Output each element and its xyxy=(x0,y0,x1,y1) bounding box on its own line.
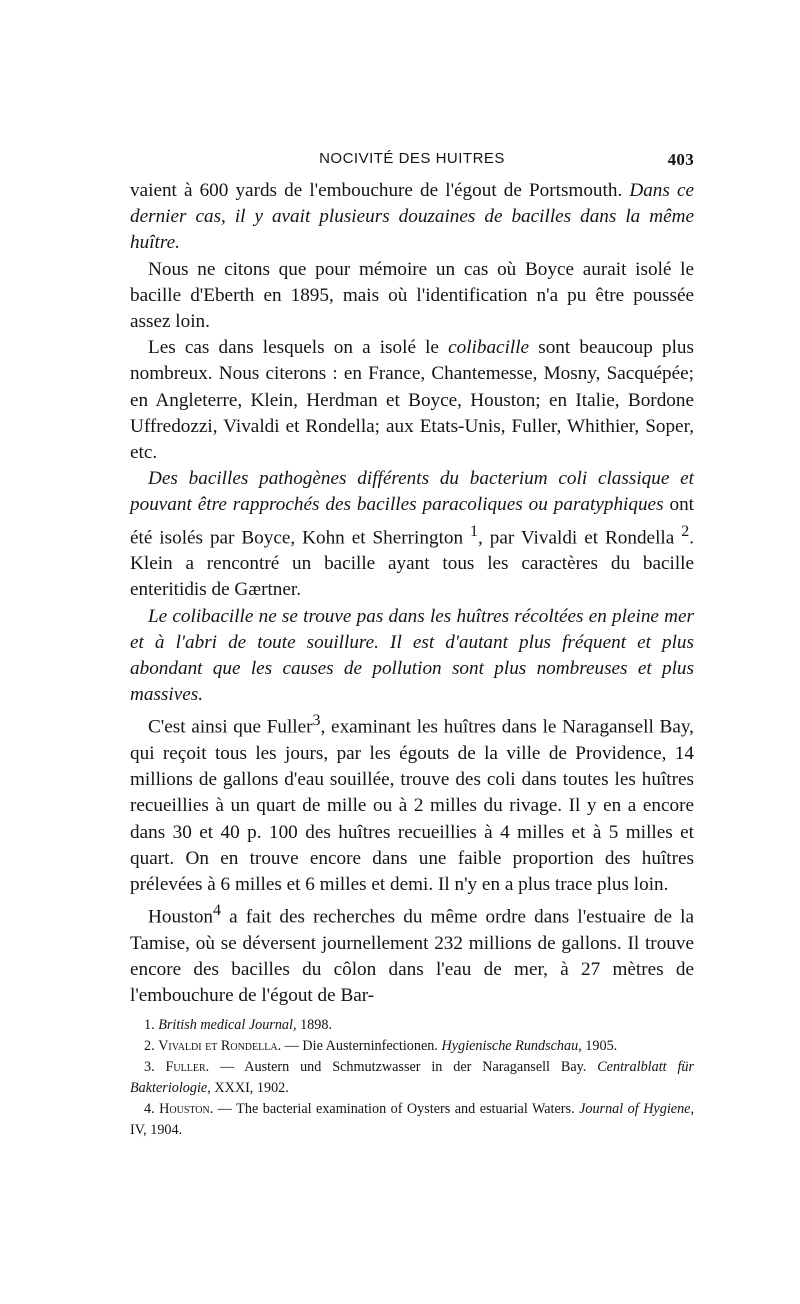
paragraph-4-italic: Des bacilles pathogènes différents du bacterium coli classique et pouvant être rapprochés des bacilles paracoliques ou paratyphiques xyxy=(130,468,694,516)
paragraph-7-text-b: a fait des recherches du même ordre dans l'estuaire de la Tamise, où se déversent journellement 232 millions de gallons. Il trouve encore des bacilles du côlon dans l'eau de mer, à 27 mètres de l'embouchure de l'égout de Bar- xyxy=(130,906,694,1007)
paragraph-7 xyxy=(130,898,694,1009)
footnote-4-title: Journal of Hygiene xyxy=(579,1101,691,1117)
footnote-3-author: Fuller xyxy=(165,1059,206,1075)
footnote-2-number: 2. xyxy=(144,1038,159,1054)
footnote-ref-3: 3 xyxy=(312,712,321,730)
footnote-3-number: 3. xyxy=(144,1059,166,1075)
footnote-2-rest: , 1905. xyxy=(578,1038,618,1054)
paragraph-4 xyxy=(130,466,694,603)
footnote-2-title: Hygienische Rundschau xyxy=(441,1038,579,1054)
footnote-4-number: 4. xyxy=(144,1101,160,1117)
footnote-3-rest: , XXXI, 1902. xyxy=(207,1080,289,1096)
paragraph-4-text-c: . Klein a rencontré un bacille ayant tous les caractères du bacille enteritidis de Gærtner. xyxy=(130,527,694,601)
footnote-ref-2: 2 xyxy=(681,522,690,540)
footnote-1-number: 1. xyxy=(144,1017,159,1033)
footnote-2 xyxy=(130,1036,694,1057)
paragraph-3-text-b: sont beaucoup plus nombreux. Nous citerons : en France, Chantemesse, Mosny, Sacquépée; en Angleterre, Klein, Herdman et Boyce, Houston; en Italie, Bordone Uffredozzi, Vivaldi et Rondella; aux Etats-Unis, Fuller, Whithier, Soper, etc. xyxy=(130,337,694,464)
paragraph-4-text-a: ont été isolés par Boyce, Kohn et Sherrington xyxy=(130,494,694,549)
running-title: NOCIVITÉ DES HUITRES xyxy=(319,150,505,167)
paragraph-3 xyxy=(130,335,694,466)
footnote-2-author: Vivaldi et Rondella xyxy=(158,1038,278,1054)
paragraph-3-italic: colibacille xyxy=(448,337,530,359)
paragraph-6-text-b: , examinant les huîtres dans le Naragansell Bay, qui reçoit tous les jours, par les égouts de la ville de Providence, 14 millions de gallons d'eau souillée, trouve des coli dans toutes les huîtres recueillies à un quart de mille ou à 2 milles du rivage. Il y en a encore dans 30 et 40 p. 100 des huîtres recueillies à 4 milles et à 5 milles et quart. On en trouve encore dans une faible proportion des huîtres prélevées à 6 milles et 6 milles et demi. Il n'y en a plus trace plus loin. xyxy=(130,716,694,896)
paragraph-6-text-a: C'est ainsi que Fuller xyxy=(148,716,313,738)
footnote-1 xyxy=(130,1015,694,1036)
footnote-3-text: . — Austern und Schmutzwasser in der Naragansell Bay. xyxy=(205,1059,598,1075)
footnote-2-text: . — Die Austerninfectionen. xyxy=(277,1038,442,1054)
footnote-ref-4: 4 xyxy=(213,902,222,920)
footnotes xyxy=(130,1015,694,1141)
paragraph-3-text-a: Les cas dans lesquels on a isolé le xyxy=(148,337,449,359)
footnote-3-title: Centralblatt für Bakteriologie xyxy=(130,1059,695,1096)
footnote-ref-1: 1 xyxy=(470,522,479,540)
footnote-3 xyxy=(130,1057,694,1099)
footnote-1-title: British medical Journal xyxy=(158,1017,293,1033)
page-number: 403 xyxy=(667,150,694,169)
footnote-4-text: . — The bacterial examination of Oysters and estuarial Waters. xyxy=(209,1101,580,1117)
footnote-4 xyxy=(130,1099,694,1141)
footnote-4-rest: , IV, 1904. xyxy=(130,1101,695,1138)
footnote-4-author: Houston xyxy=(159,1101,210,1117)
body-text xyxy=(130,178,694,1009)
paragraph-4-text-b: , par Vivaldi et Rondella xyxy=(478,527,682,549)
paragraph-7-text-a: Houston xyxy=(148,906,214,928)
paragraph-1-text: vaient à 600 yards de l'embouchure de l'égout de Portsmouth. xyxy=(130,180,630,201)
footnote-1-rest: , 1898. xyxy=(292,1017,332,1033)
paragraph-6 xyxy=(130,708,694,898)
paragraph-1 xyxy=(130,178,694,257)
paragraph-2: Nous ne citons que pour mémoire un cas où Boyce aurait isolé le bacille d'Eberth en 1895, mais où l'identification n'a pu être poussée assez loin. xyxy=(130,258,694,333)
paragraph-5 xyxy=(130,604,694,709)
paragraph-1-italic: Dans ce dernier cas, il y avait plusieurs douzaines de bacilles dans la même huître. xyxy=(130,180,694,254)
paragraph-5-italic: Le colibacille ne se trouve pas dans les huîtres récoltées en pleine mer et à l'abri de toute souillure. Il est d'autant plus fréquent et plus abondant que les causes de pollution sont plus nombreuses et plus massives. xyxy=(130,605,694,706)
